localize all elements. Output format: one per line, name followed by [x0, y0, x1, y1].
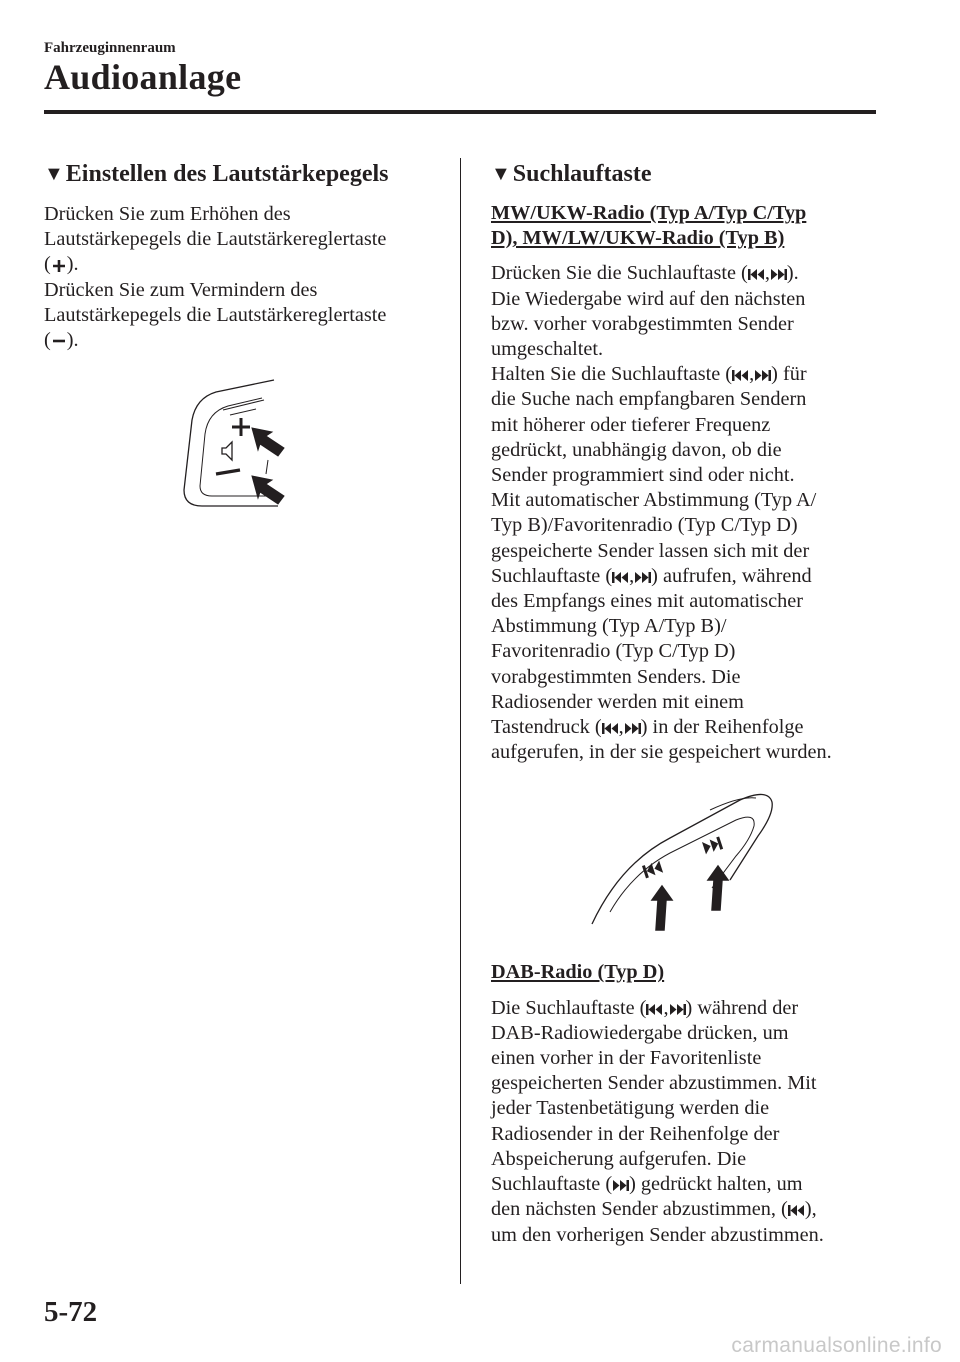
text-line: Lautstärkepegels die Lautstärkereglertaste — [44, 228, 387, 251]
text-line: Abstimmung (Typ A/Typ B)/ — [491, 615, 727, 638]
text-line: aufgerufen, in der sie gespeichert wurden. — [491, 741, 832, 764]
text-line: gedrückt, unabhängig davon, ob die — [491, 438, 782, 461]
text-line: ( — [44, 329, 51, 352]
triangle-marker-icon: ▼ — [44, 163, 64, 185]
text-line: ). — [66, 253, 79, 276]
text-line: Abspeicherung aufgerufen. Die — [491, 1147, 747, 1170]
volume-switch-illustration — [178, 378, 298, 519]
text-line: , — [629, 564, 635, 587]
volume-up-text — [44, 202, 444, 278]
text-line: gespeicherte Sender lassen sich mit der — [491, 539, 810, 562]
section-label: Fahrzeuginnenraum — [44, 40, 176, 56]
text-line: Die Wiedergabe wird auf den nächsten — [491, 287, 806, 310]
text-line: jeder Tastenbetätigung werden die — [491, 1097, 770, 1120]
column-divider — [460, 158, 461, 1284]
seek-forward-icon — [612, 1179, 629, 1192]
left-column — [44, 160, 444, 353]
dab-body-text — [491, 996, 891, 1248]
text-line: Suchlauftaste ( — [491, 564, 613, 587]
text-line: Radiosender werden mit einem — [491, 690, 744, 713]
page-title: Audioanlage — [44, 57, 242, 97]
text-line: Tastendruck ( — [491, 716, 602, 739]
text-line: den nächsten Sender abzustimmen, ( — [491, 1198, 788, 1221]
seek-back-icon — [646, 1003, 663, 1016]
text-line: , — [618, 716, 624, 739]
text-line: , — [764, 262, 770, 285]
dab-subheading: DAB-Radio (Typ D) — [491, 961, 665, 984]
text-line: Drücken Sie die Suchlauftaste ( — [491, 262, 748, 285]
text-line: des Empfangs eines mit automatischer — [491, 590, 804, 613]
text-line: ) während der — [685, 996, 799, 1019]
text-line: ) gedrückt halten, um — [629, 1173, 803, 1196]
watermark: carmanualsonline.info — [731, 1334, 942, 1357]
text-line: , — [663, 996, 669, 1019]
radio-type-subheading — [491, 201, 891, 251]
text-line: Radiosender in der Reihenfolge der — [491, 1122, 780, 1145]
text-line: Mit automatischer Abstimmung (Typ A/ — [491, 489, 817, 512]
text-line: um den vorherigen Sender abzustimmen. — [491, 1223, 824, 1246]
seek-back-icon — [788, 1204, 805, 1217]
text-line: die Suche nach empfangbaren Sendern — [491, 388, 807, 411]
text-line: ) in der Reihenfolge — [640, 716, 804, 739]
text-line: , — [749, 363, 755, 386]
seek-back-icon — [732, 369, 749, 382]
text-line: DAB-Radiowiedergabe drücken, um — [491, 1021, 789, 1044]
text-line: umgeschaltet. — [491, 338, 604, 361]
text-line: Drücken Sie zum Erhöhen des — [44, 203, 291, 225]
text-line: mit höherer oder tieferer Frequenz — [491, 413, 771, 436]
text-line: Suchlauftaste ( — [491, 1173, 613, 1196]
header-rule — [44, 110, 876, 114]
text-line: ). — [66, 329, 79, 352]
seek-heading — [491, 160, 891, 188]
text-line: ) aufrufen, während — [651, 564, 812, 587]
page-number: 5-72 — [44, 1296, 98, 1328]
volume-heading-text: Einstellen des Lautstärkepegels — [65, 161, 389, 187]
right-column — [491, 160, 891, 1248]
triangle-marker-icon: ▼ — [491, 163, 511, 185]
seek-forward-icon — [624, 722, 641, 735]
seek-back-icon — [602, 722, 619, 735]
text-line: D), MW/LW/UKW-Radio (Typ B) — [491, 227, 785, 250]
text-line: MW/UKW-Radio (Typ A/Typ C/Typ — [491, 202, 807, 224]
text-line: Halten Sie die Suchlauftaste ( — [491, 363, 733, 386]
text-line: Favoritenradio (Typ C/Typ D) — [491, 640, 736, 663]
volume-down-text — [44, 278, 444, 354]
volume-heading — [44, 160, 444, 188]
seek-heading-text: Suchlauftaste — [512, 161, 652, 187]
seek-back-icon — [748, 268, 765, 281]
text-line: bzw. vorher vorabgestimmten Sender — [491, 312, 794, 335]
text-line: Die Suchlauftaste ( — [491, 996, 647, 1019]
seek-body-text — [491, 261, 891, 765]
text-line: vorabgestimmten Senders. Die — [491, 665, 741, 688]
text-line: ) für — [771, 363, 807, 386]
text-line: Typ B)/Favoritenradio (Typ C/Typ D) — [491, 514, 798, 537]
plus-icon — [51, 258, 67, 274]
seek-back-icon — [612, 571, 629, 584]
seek-forward-icon — [669, 1003, 686, 1016]
text-line: ), — [804, 1198, 817, 1221]
seek-forward-icon — [770, 268, 787, 281]
text-line: ( — [44, 253, 51, 276]
seek-switch-illustration — [590, 784, 790, 939]
text-line: Lautstärkepegels die Lautstärkereglertaste — [44, 303, 387, 326]
text-line: Drücken Sie zum Vermindern des — [44, 278, 318, 301]
text-line: ). — [786, 262, 799, 285]
text-line: Sender programmiert sind oder nicht. — [491, 464, 795, 487]
minus-icon — [51, 333, 67, 349]
seek-forward-icon — [634, 571, 651, 584]
text-line: gespeicherten Sender abzustimmen. Mit — [491, 1072, 817, 1095]
text-line: einen vorher in der Favoritenliste — [491, 1047, 762, 1070]
seek-forward-icon — [754, 369, 771, 382]
